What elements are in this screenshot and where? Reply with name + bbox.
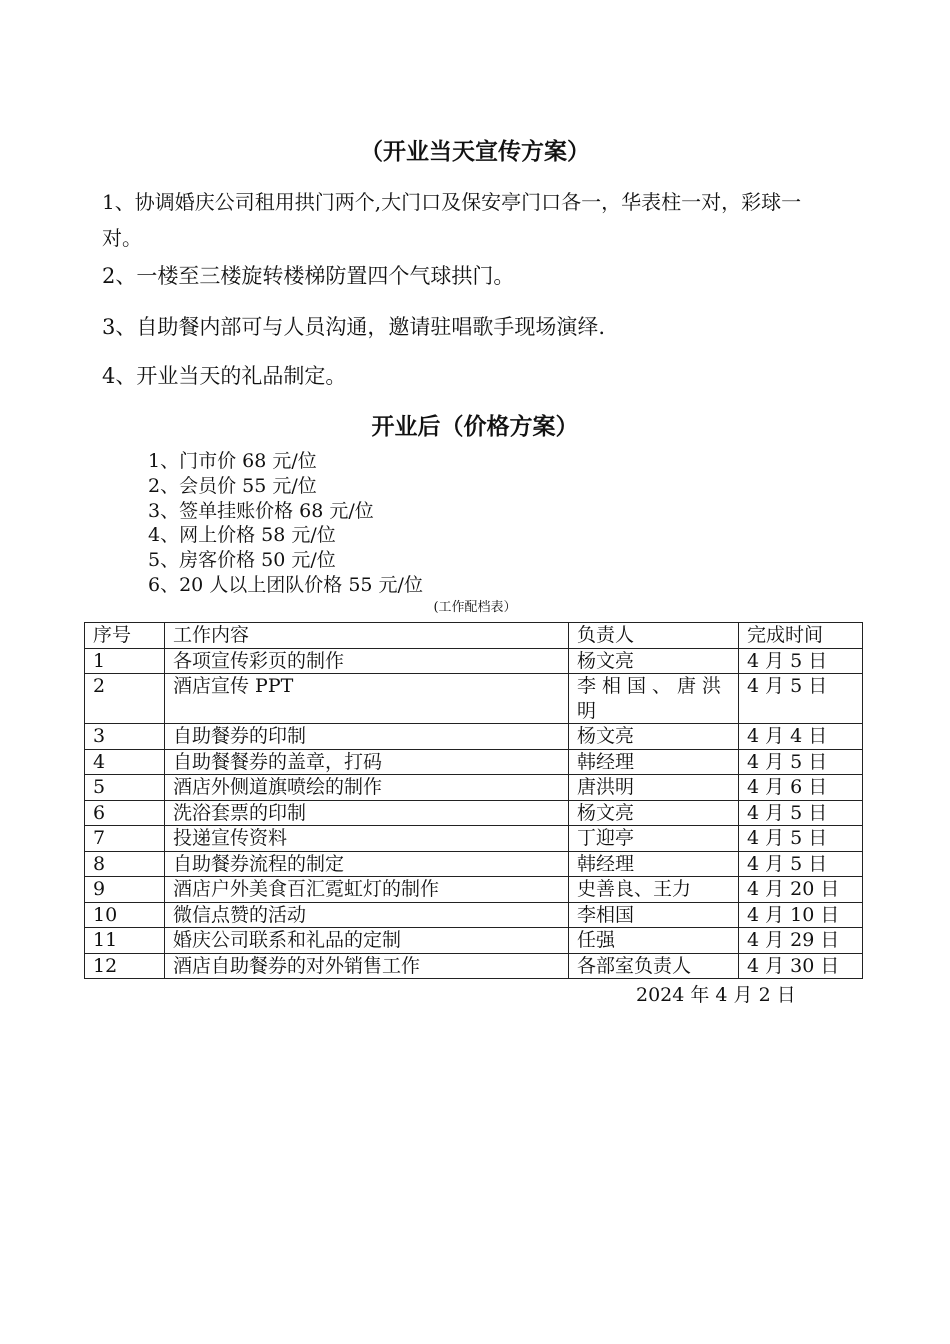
header-cell-deadline: 完成时间 <box>739 623 863 649</box>
row-task: 酒店外侧道旗喷绘的制作 <box>165 775 569 801</box>
row-number: 8 <box>85 851 165 877</box>
table-row <box>85 648 863 674</box>
row-number: 2 <box>85 674 165 724</box>
row-task: 自助餐餐券的盖章，打码 <box>165 749 569 775</box>
table-row <box>85 928 863 954</box>
row-deadline: 4 月 5 日 <box>739 800 863 826</box>
row-task: 微信点赞的活动 <box>165 902 569 928</box>
price-item: 2、会员价 55 元/位 <box>148 474 317 497</box>
row-number: 7 <box>85 826 165 852</box>
row-deadline: 4 月 10 日 <box>739 902 863 928</box>
opening-day-item-3: 3、自助餐内部可与人员沟通，邀请驻唱歌手现场演绎. <box>102 315 606 339</box>
row-number: 4 <box>85 749 165 775</box>
table-row <box>85 749 863 775</box>
row-owner: 李相国、唐洪明 <box>569 674 739 724</box>
row-task: 自助餐券流程的制定 <box>165 851 569 877</box>
pricing-title: 开业后（价格方案） <box>371 414 579 440</box>
task-schedule-table <box>84 622 863 979</box>
table-caption: (工作配档表） <box>433 600 517 615</box>
row-task: 各项宣传彩页的制作 <box>165 648 569 674</box>
row-task: 酒店自助餐券的对外销售工作 <box>165 953 569 979</box>
row-task: 自助餐券的印制 <box>165 724 569 750</box>
row-deadline: 4 月 4 日 <box>739 724 863 750</box>
signature-date: 2024 年 4 月 2 日 <box>636 984 796 1006</box>
row-deadline: 4 月 5 日 <box>739 648 863 674</box>
row-deadline: 4 月 5 日 <box>739 826 863 852</box>
table-row <box>85 953 863 979</box>
row-number: 9 <box>85 877 165 903</box>
row-deadline: 4 月 30 日 <box>739 953 863 979</box>
row-deadline: 4 月 5 日 <box>739 674 863 724</box>
row-task: 婚庆公司联系和礼品的定制 <box>165 928 569 954</box>
table-row <box>85 775 863 801</box>
table-row <box>85 851 863 877</box>
row-owner: 韩经理 <box>569 851 739 877</box>
row-number: 12 <box>85 953 165 979</box>
row-owner: 各部室负责人 <box>569 953 739 979</box>
row-task: 洗浴套票的印制 <box>165 800 569 826</box>
row-number: 11 <box>85 928 165 954</box>
header-cell-content: 工作内容 <box>165 623 569 649</box>
price-item: 4、网上价格 58 元/位 <box>148 524 336 547</box>
table-row <box>85 902 863 928</box>
price-item: 1、门市价 68 元/位 <box>148 450 317 472</box>
row-task: 酒店宣传 PPT <box>165 674 569 724</box>
price-item: 5、房客价格 50 元/位 <box>148 549 336 572</box>
row-number: 1 <box>85 648 165 674</box>
row-owner: 任强 <box>569 928 739 954</box>
row-owner: 杨文亮 <box>569 800 739 826</box>
row-owner: 史善良、王力 <box>569 877 739 903</box>
row-number: 6 <box>85 800 165 826</box>
opening-day-item-1: 1、协调婚庆公司租用拱门两个,大门口及保安亭门口各一，华表柱一对，彩球一对。 <box>102 190 802 250</box>
row-deadline: 4 月 29 日 <box>739 928 863 954</box>
row-owner: 丁迎亭 <box>569 826 739 852</box>
row-owner: 杨文亮 <box>569 724 739 750</box>
row-number: 10 <box>85 902 165 928</box>
table-row <box>85 800 863 826</box>
row-owner: 李相国 <box>569 902 739 928</box>
table-header-row <box>85 623 863 649</box>
header-cell-number: 序号 <box>85 623 165 649</box>
table-row <box>85 877 863 903</box>
row-task: 投递宣传资料 <box>165 826 569 852</box>
header-cell-owner: 负责人 <box>569 623 739 649</box>
table-row <box>85 826 863 852</box>
opening-day-item-2: 2、一楼至三楼旋转楼梯防置四个气球拱门。 <box>102 264 515 288</box>
price-list <box>148 449 423 598</box>
price-item: 3、签单挂账价格 68 元/位 <box>148 499 374 522</box>
row-owner: 杨文亮 <box>569 648 739 674</box>
opening-day-title: （开业当天宣传方案） <box>360 139 590 165</box>
row-deadline: 4 月 5 日 <box>739 851 863 877</box>
table-row <box>85 724 863 750</box>
row-number: 5 <box>85 775 165 801</box>
price-item: 6、20 人以上团队价格 55 元/位 <box>148 573 423 596</box>
row-owner: 韩经理 <box>569 749 739 775</box>
row-number: 3 <box>85 724 165 750</box>
row-deadline: 4 月 20 日 <box>739 877 863 903</box>
row-deadline: 4 月 6 日 <box>739 775 863 801</box>
row-deadline: 4 月 5 日 <box>739 749 863 775</box>
row-owner: 唐洪明 <box>569 775 739 801</box>
opening-day-item-4: 4、开业当天的礼品制定。 <box>102 364 347 388</box>
row-task: 酒店户外美食百汇霓虹灯的制作 <box>165 877 569 903</box>
table-row <box>85 674 863 724</box>
